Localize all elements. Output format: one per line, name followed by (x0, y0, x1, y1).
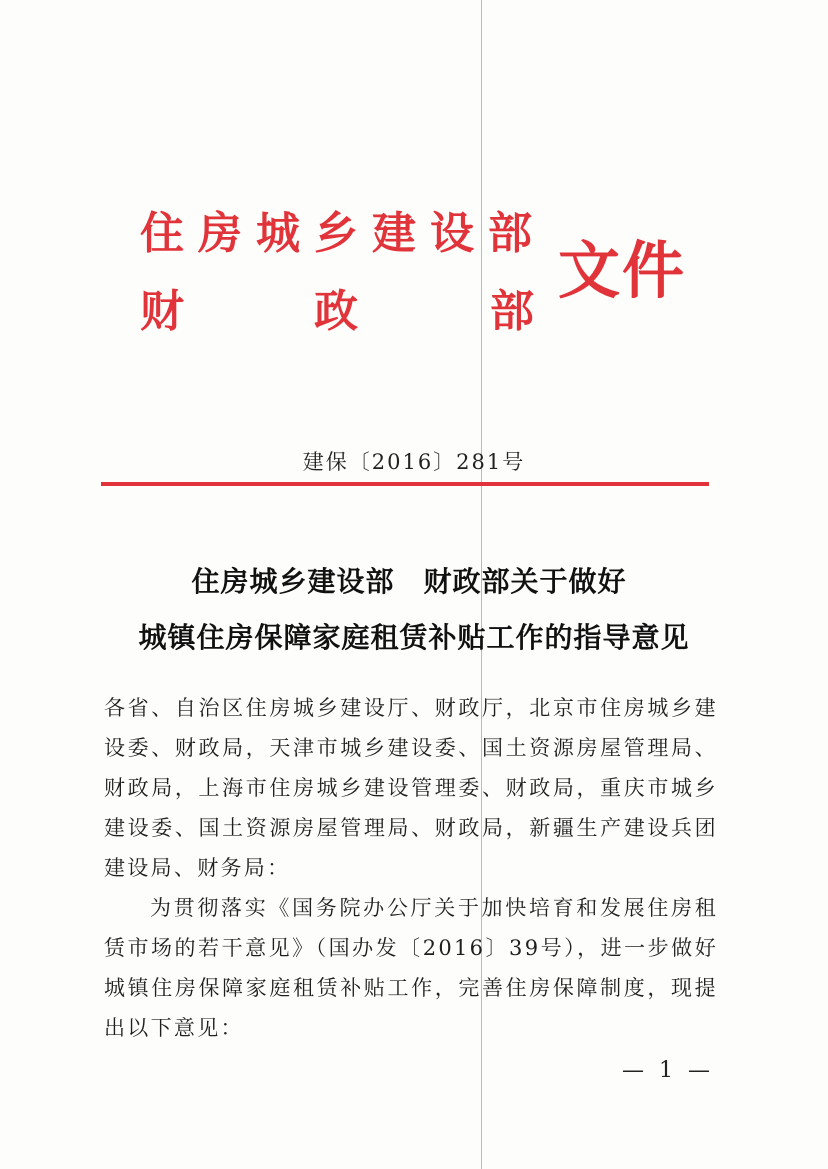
authority-char-1: 财 (140, 286, 184, 337)
document-type-label: 文件 (558, 234, 687, 307)
document-title-line-1: 住房城乡建设部 财政部关于做好 (191, 565, 627, 598)
page-number: — 1 — (622, 1058, 714, 1083)
addressees-paragraph: 各省、自治区住房城乡建设厅、财政厅，北京市住房城乡建设委、财政局，天津市城乡建设委、国土资源房屋管理局、财政局，上海市住房城乡建设管理委、财政局，重庆市城乡建设委、国土资源房屋管理局、财政局，新疆生产建设兵团建设局、财务局： (104, 696, 718, 880)
document-title-line-2: 城镇住房保障家庭租赁补贴工作的指导意见 (138, 621, 690, 654)
document-number: 建保〔2016〕281号 (302, 450, 526, 474)
document-body (104, 688, 718, 1048)
red-separator-line (101, 482, 709, 486)
authority-char-3: 部 (490, 286, 534, 337)
body-paragraph-1: 为贯彻落实《国务院办公厅关于加快培育和发展住房租赁市场的若干意见》（国办发〔2016〕39号），进一步做好城镇住房保障家庭租赁补贴工作，完善住房保障制度，现提出以下意见： (104, 896, 718, 1040)
authority-char-2: 政 (314, 286, 358, 337)
authority-line-housing: 住房城乡建设部 (140, 208, 546, 259)
